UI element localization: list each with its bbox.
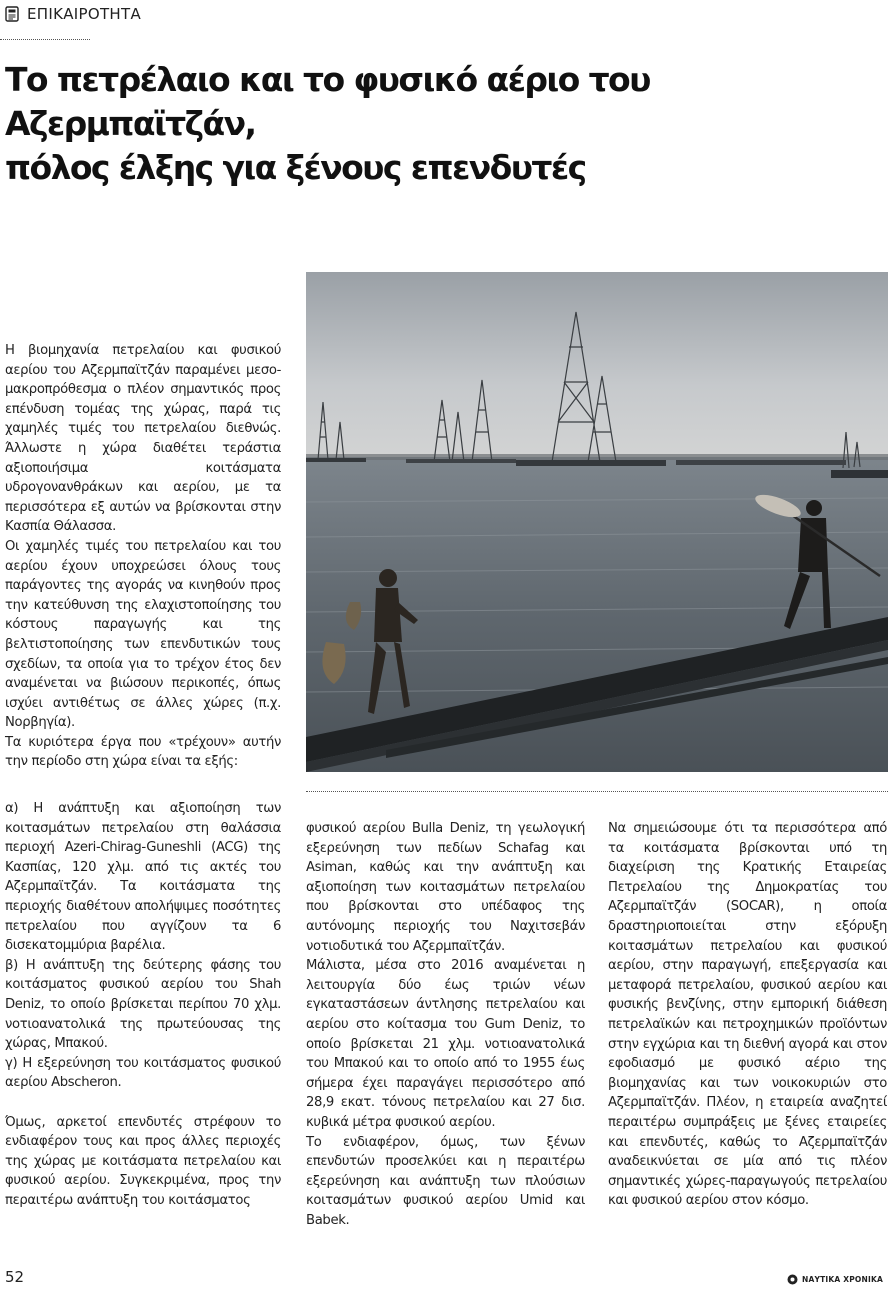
paragraph: Το ενδιαφέρον, όμως, των ξένων επενδυτών προσελκύει και η περαιτέρω εξερεύνηση και ανάπτυξη των πλούσιων κοιτασμάτων φυσικού αερίου Umid και Babek. bbox=[306, 1134, 585, 1228]
document-icon bbox=[5, 6, 19, 22]
left-column-bottom bbox=[5, 799, 281, 1210]
paragraph: Να σημειώσουμε ότι τα περισσότερα από τα κοιτάσματα βρίσκονται υπό τη διαχείριση της Κρατικής Εταιρείας Πετρελαίου της Δημοκρατίας του Αζερμπαϊτζάν (SOCAR), η οποία δραστηριοποιείται στην εξόρυξη κοιτασμάτων πετρελαίου και φυσικού αερίου, στην παραγωγή, επεξεργασία και μεταφορά πετρελαίου, φυσικού αερίου και φυσικής βενζίνης, στην εμπορική διάθεση πετρελαϊκών και πετροχημικών προϊόντων στην εγχώρια και τη διεθνή αγορά και στον εφοδιασμό με φυσικό αέριο της βιομηχανίας και των νοικοκυριών στο Αζερμπαϊτζάν. Πλέον, η εταιρεία αναζητεί περαιτέρω συμπράξεις με ξένες εταιρείες και επενδυτές, καθώς το Αζερμπαϊτζάν αναδεικνύεται σε μία από τις πλέον σημαντικές χώρες-παραγωγούς πετρελαίου και φυσικού αερίου στον κόσμο. bbox=[608, 821, 887, 1209]
paragraph: Όμως, αρκετοί επενδυτές στρέφουν το ενδιαφέρον τους και προς άλλες περιοχές της χώρας με κοιτάσματα πετρελαίου και φυσικού αερίου. Συγκεκριμένα, προς την περαιτέρω ανάπτυξη του κοιτάσματος bbox=[5, 1114, 281, 1208]
list-item: α) Η ανάπτυξη και αξιοποίηση των κοιτασμάτων πετρελαίου στη θαλάσσια περιοχή Azeri-Chirag-Guneshli (ACG) της Κασπίας, 120 χλμ. από τις ακτές του Αζερμπαϊτζάν. Τα κοιτάσματα της περιοχής διαθέτουν απολήψιμες ποσότητες πετρελαίου που αγγίζουν τα 6 δισεκατομμύρια βαρέλια. bbox=[5, 801, 281, 954]
header-divider bbox=[0, 39, 90, 40]
list-item: β) Η ανάπτυξη της δεύτερης φάσης του κοιτάσματος φυσικού αερίου του Shah Deniz, το οποίο βρίσκεται περίπου 70 χλμ. νοτιοανατολικά της πρωτεύουσας της χώρας, Μπακού. bbox=[5, 957, 281, 1052]
paragraph: Μάλιστα, μέσα στο 2016 αναμένεται η λειτουργία δύο έως τριών νέων εγκαταστάσεων άντλησης πετρελαίου και αερίου στο κοίτασμα του Gum Deniz, το οποίο βρίσκεται 21 χλμ. νοτιοανατολικά του Μπακού και το οποίο από το 1955 έως σήμερα έχει παραγάγει περισσότερο από 28,9 εκατ. τόνους πετρελαίου και 27 δισ. κυβικά μέτρα φυσικού αερίου. bbox=[306, 958, 585, 1130]
brand-name: ΝΑΥΤΙΚΑ ΧΡΟΝΙΚΑ bbox=[802, 1275, 883, 1284]
middle-column bbox=[306, 819, 585, 1230]
footer-brand bbox=[787, 1274, 883, 1285]
left-column-top bbox=[5, 341, 281, 772]
title-line-1: Το πετρέλαιο και το φυσικό αέριο του Αζερμπαϊτζάν, bbox=[5, 60, 650, 143]
paragraph: Τα κυριότερα έργα που «τρέχουν» αυτήν την περίοδο στη χώρα είναι τα εξής: bbox=[5, 734, 281, 770]
article-photo bbox=[306, 272, 888, 772]
paragraph: Η βιομηχανία πετρελαίου και φυσικού αερίου του Αζερμπαϊτζάν παραμένει μεσο-μακροπρόθεσμα ο πλέον σημαντικός προς επένδυση τομέας της χώρας, παρά τις χαμηλές τιμές του πετρελαίου διεθνώς. Άλλωστε η χώρα διαθέτει τεράστια αξιοποιήσιμα κοιτάσματα υδρογονανθράκων και αερίου, με τα περισσότερα εξ αυτών να βρίσκονται στην Κασπία Θάλασσα. bbox=[5, 343, 281, 535]
section-header bbox=[5, 5, 141, 23]
title-line-2: πόλος έλξης για ξένους επενδυτές bbox=[5, 148, 586, 187]
brand-logo-icon bbox=[787, 1274, 798, 1285]
photo-divider bbox=[306, 791, 888, 792]
page-number: 52 bbox=[5, 1268, 25, 1286]
right-column bbox=[608, 819, 887, 1211]
article-title bbox=[5, 58, 875, 190]
list-item: γ) Η εξερεύνηση του κοιτάσματος φυσικού αερίου Abscheron. bbox=[5, 1055, 281, 1091]
section-label: ΕΠΙΚΑΙΡΟΤΗΤΑ bbox=[27, 5, 142, 23]
paragraph: φυσικού αερίου Bulla Deniz, τη γεωλογική εξερεύνηση των πεδίων Schafag και Asiman, καθώς και την ανάπτυξη και αξιοποίηση των κοιτασμάτων πετρελαίου που βρίσκονται στο υπέδαφος της αυτόνομης περιοχής του Ναχιτσεβάν νοτιοδυτικά του Αζερμπαϊτζάν. bbox=[306, 821, 585, 954]
oil-field-photo bbox=[306, 272, 888, 772]
paragraph: Οι χαμηλές τιμές του πετρελαίου και του αερίου έχουν υποχρεώσει όλους τους παράγοντες της αγοράς να κινηθούν προς την κατεύθυνση της ελαχιστοποίησης του κόστους παραγωγής και της βελτιστοποίησης των επενδυτικών τους σχεδίων, τα οποία για το τρέχον έτος δεν αναμένεται να βιώσουν περικοπές, όπως ισχύει αντιθέτως σε άλλες χώρες (π.χ. Νορβηγία). bbox=[5, 538, 281, 731]
